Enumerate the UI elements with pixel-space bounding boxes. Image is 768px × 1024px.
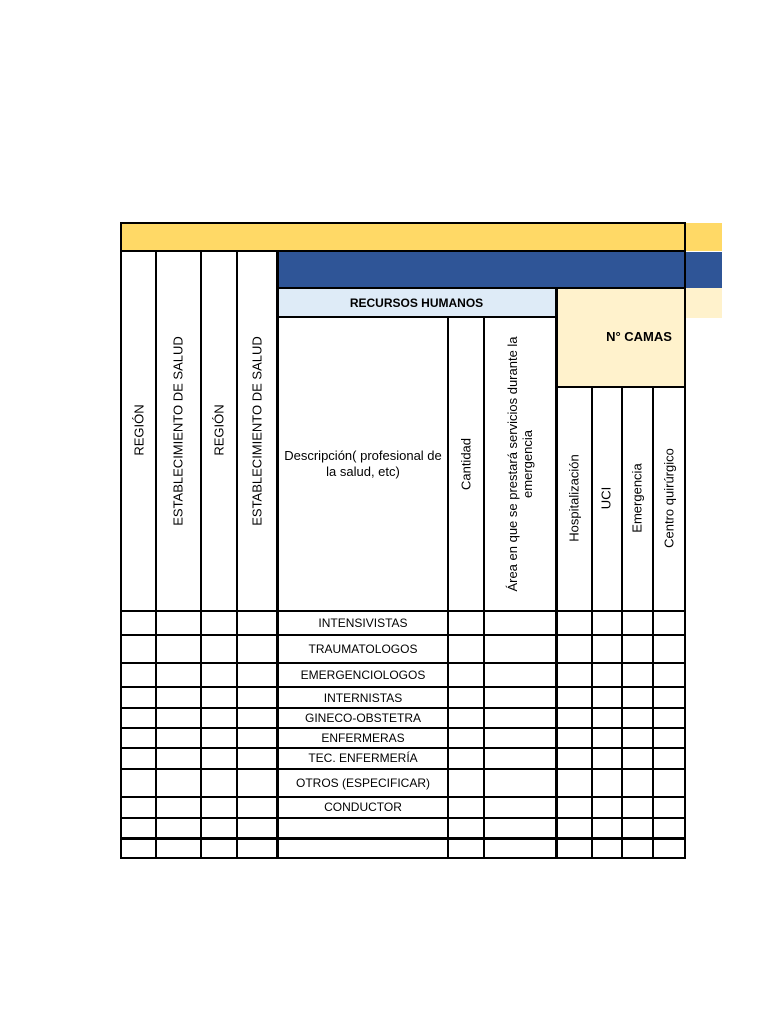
grid-line (236, 250, 238, 859)
header-descripcion: Descripción( profesional de la salud, etc) (284, 448, 442, 479)
grid-line (121, 634, 685, 636)
grid-line (121, 250, 685, 252)
grid-line (591, 386, 593, 859)
grid-line (276, 316, 557, 318)
section-banner (277, 252, 722, 288)
grid-line (121, 796, 685, 798)
grid-line (555, 287, 558, 859)
row-label-internistas: INTERNISTAS (323, 690, 403, 705)
row-label-tec-enfermeria: TEC. ENFERMERÍA (308, 751, 418, 765)
grid-line (121, 747, 685, 749)
grid-line (121, 610, 685, 612)
grid-line (276, 250, 279, 859)
header-establishment-2: ESTABLECIMIENTO DE SALUD (249, 336, 265, 526)
row-label-traumatologos: TRAUMATOLOGOS (308, 642, 418, 656)
grid-line (121, 662, 685, 664)
grid-line (483, 316, 485, 859)
row-label-enfermeras: ENFERMERAS (321, 731, 405, 745)
grid-line (121, 837, 685, 840)
header-emergencia: Emergencia (629, 463, 645, 533)
camas-label: N° CAMAS (606, 328, 672, 344)
grid-line (200, 250, 202, 859)
header-uci: UCI (598, 486, 614, 510)
row-label-blank-2 (278, 840, 448, 857)
grid-line (276, 287, 685, 289)
row-label-blank-1 (278, 819, 448, 837)
header-region-1: REGIÓN (131, 404, 147, 456)
header-centro-quirurgico: Centro quirúrgico (661, 448, 677, 548)
header-establishment-1: ESTABLECIMIENTO DE SALUD (170, 336, 186, 526)
row-label-gineco-obstetra: GINECO-OBSTETRA (304, 711, 421, 725)
grid-line (120, 222, 122, 859)
header-hospitalizacion: Hospitalización (566, 454, 582, 542)
header-area: Área en que se prestará servicios durante la emergencia (505, 336, 535, 592)
grid-line (684, 222, 686, 859)
grid-line (121, 686, 685, 688)
top-banner (121, 223, 722, 251)
header-cantidad: Cantidad (458, 437, 474, 491)
grid-line (121, 817, 685, 819)
row-label-intensivistas: INTENSIVISTAS (318, 616, 408, 630)
camas-header-extension (684, 288, 722, 318)
grid-line (121, 707, 685, 709)
row-label-conductor: CONDUCTOR (324, 800, 402, 814)
grid-line (121, 727, 685, 729)
grid-line (155, 250, 157, 859)
grid-line (652, 386, 654, 859)
header-region-2: REGIÓN (211, 404, 227, 456)
grid-line (121, 768, 685, 770)
grid-line (121, 222, 685, 224)
grid-line (447, 316, 449, 859)
row-label-emergenciologos: EMERGENCIOLOGOS (300, 668, 426, 682)
grid-line (621, 386, 623, 859)
grid-line (121, 857, 685, 859)
row-label-otros: OTROS (ESPECIFICAR) (295, 775, 430, 790)
recursos-humanos-label: RECURSOS HUMANOS (349, 296, 484, 310)
